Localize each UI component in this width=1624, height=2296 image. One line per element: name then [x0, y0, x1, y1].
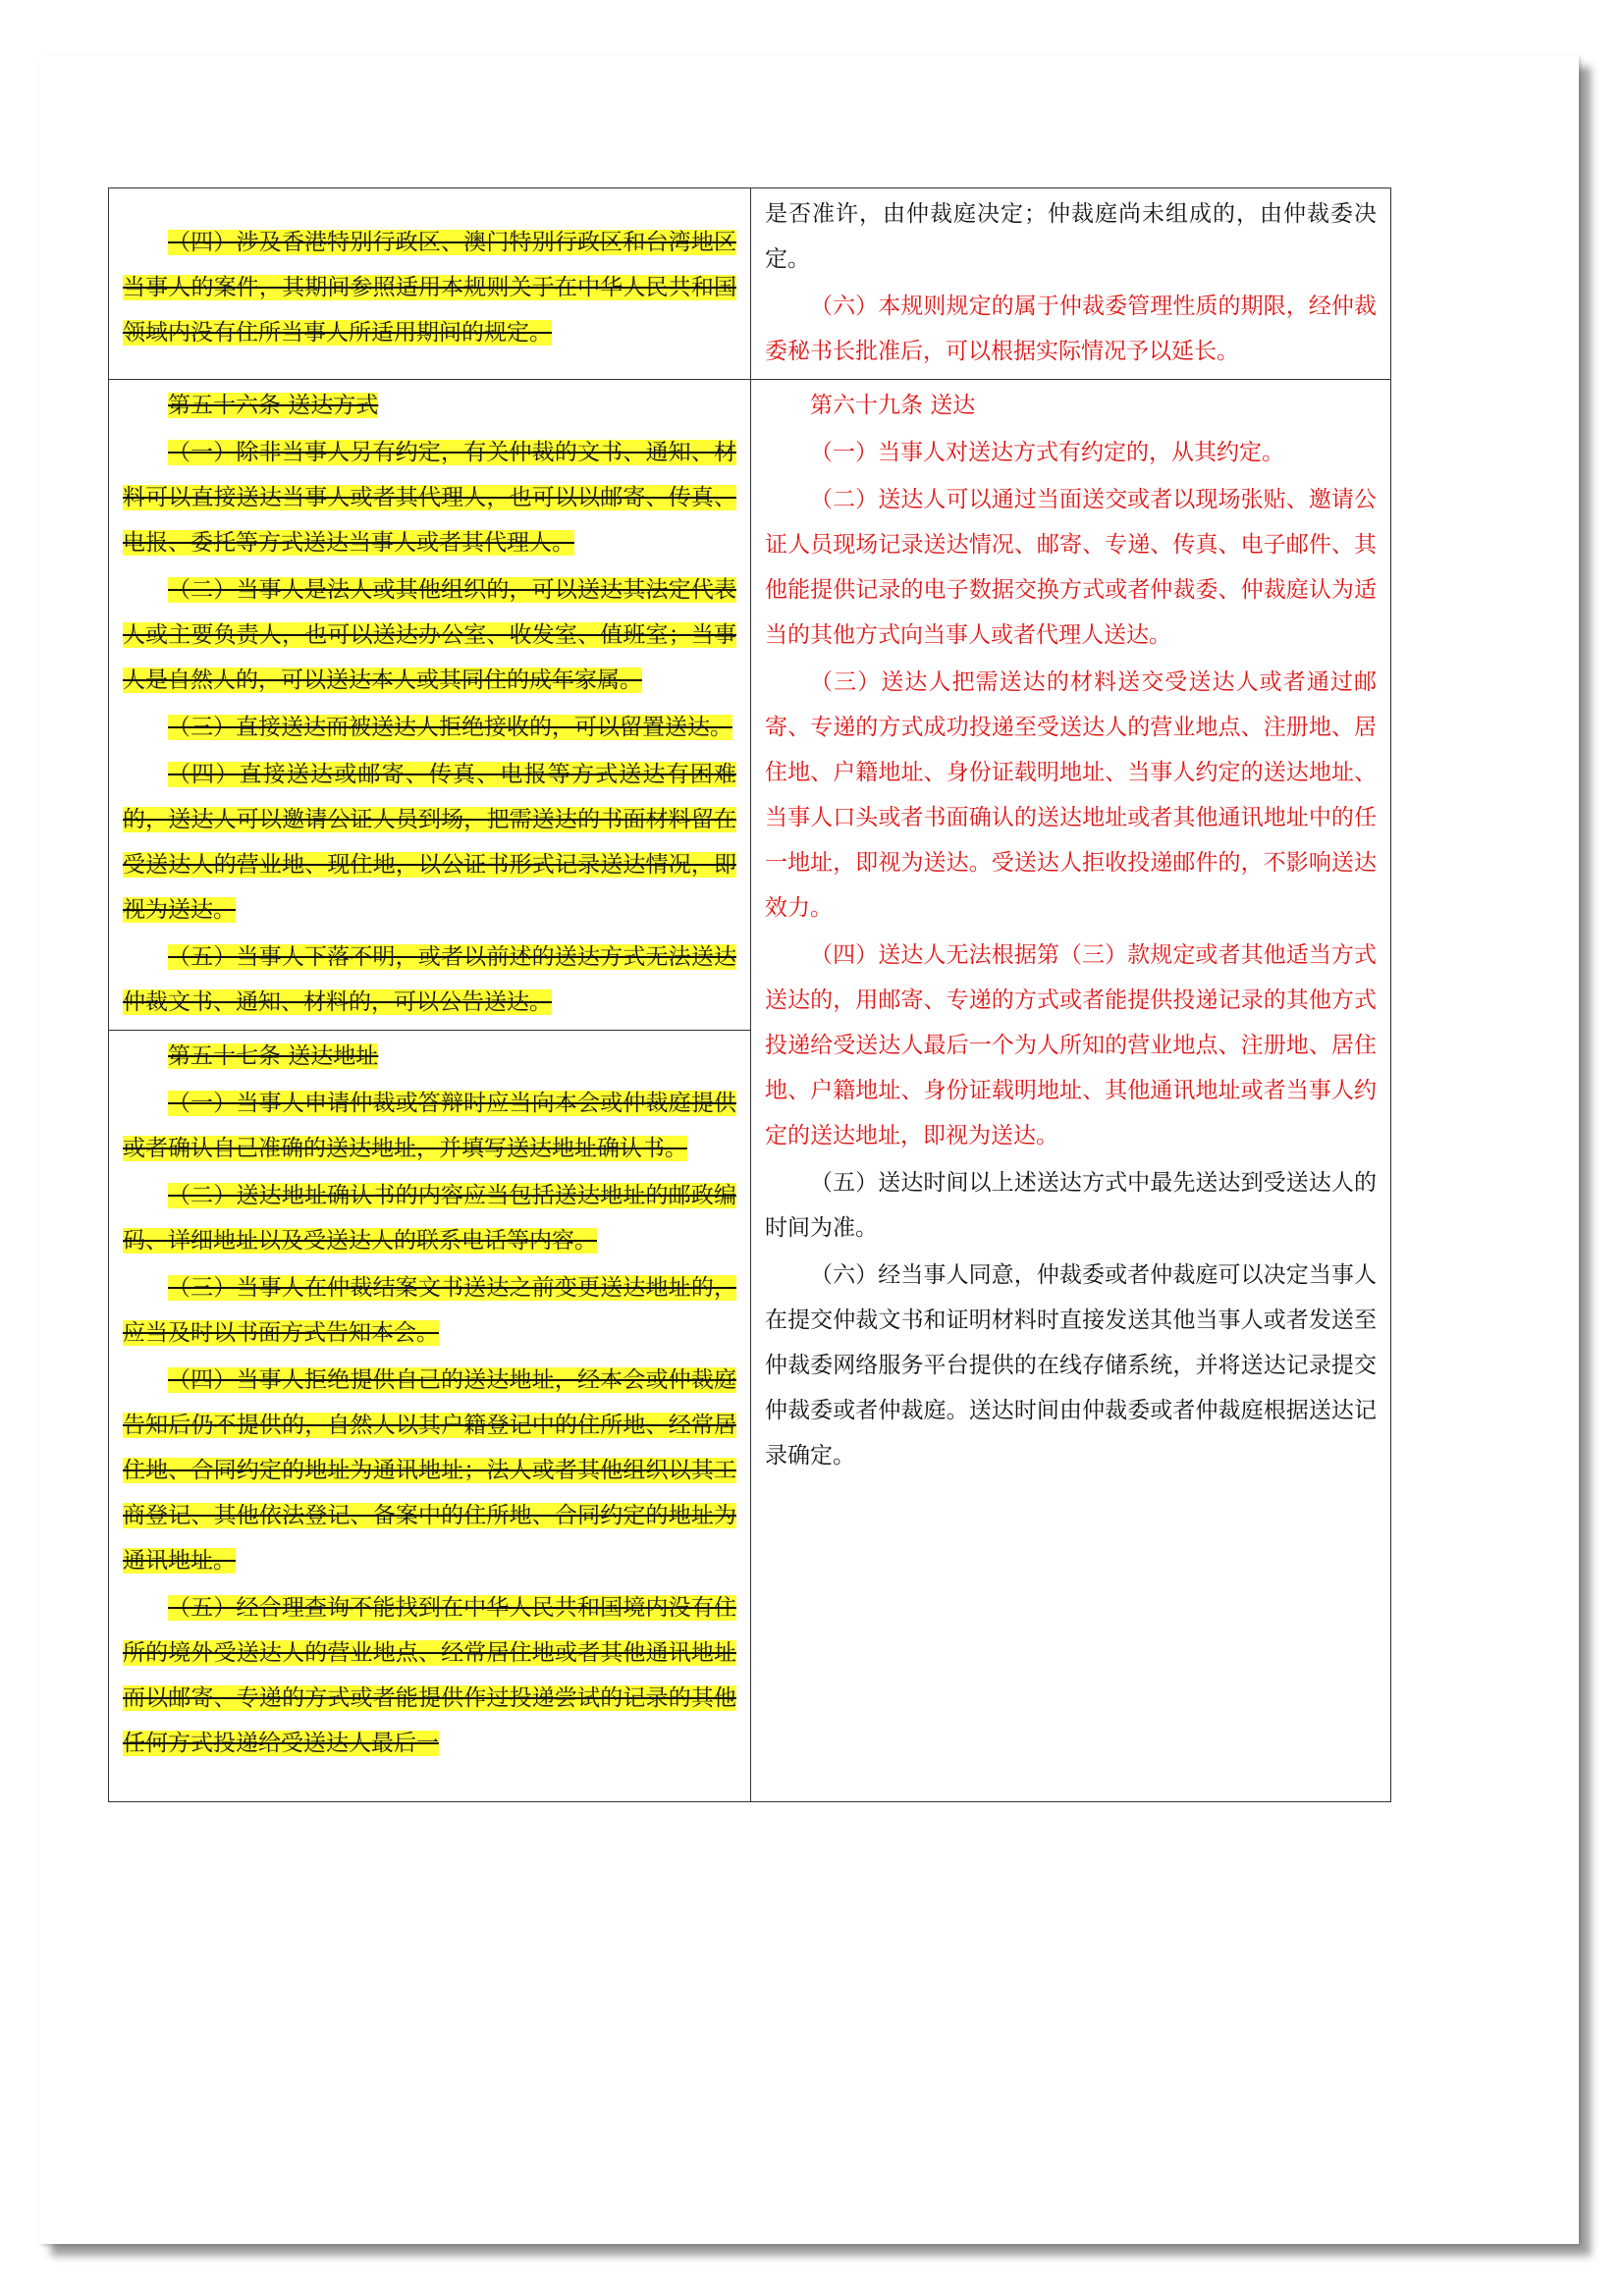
deleted-clause: （三）直接送达而被送达人拒绝接收的，可以留置送达。 [168, 715, 732, 740]
deleted-article-title: 第五十六条 送达方式 [168, 393, 379, 418]
deleted-clause: （四）涉及香港特别行政区、澳门特别行政区和台湾地区当事人的案件，其期间参照适用本规则关于在中华人民共和国领域内没有住所当事人所适用期间的规定。 [123, 230, 736, 346]
deleted-clause: （一）除非当事人另有约定，有关仲裁的文书、通知、材料可以直接送达当事人或者其代理人，也可以以邮寄、传真、电报、委托等方式送达当事人或者其代理人。 [123, 440, 736, 556]
clause: （五）送达时间以上述送达方式中最先送达到受送达人的时间为准。 [765, 1170, 1377, 1241]
clause: （六）经当事人同意，仲裁委或者仲裁庭可以决定当事人在提交仲裁文书和证明材料时直接发送其他当事人或者发送至仲裁委网络服务平台提供的在线存储系统，并将送达记录提交仲裁委或者仲裁庭。送达时间由仲裁委或者仲裁庭根据送达记录确定。 [765, 1262, 1377, 1468]
table-row [109, 188, 1391, 380]
table-row [109, 380, 1391, 1031]
new-clause: （四）送达人无法根据第（三）款规定或者其他适当方式送达的，用邮寄、专递的方式或者能提供投递记录的其他方式投递给受送达人最后一个为人所知的营业地点、注册地、居住地、户籍地址、身份证载明地址、其他通讯地址或者当事人约定的送达地址，即视为送达。 [765, 942, 1377, 1148]
new-rules-cell [751, 188, 1391, 380]
new-article-title: 第六十九条 送达 [810, 393, 976, 418]
deleted-clause: （三）当事人在仲裁结案文书送达之前变更送达地址的，应当及时以书面方式告知本会。 [123, 1275, 736, 1346]
new-clause: （六）本规则规定的属于仲裁委管理性质的期限，经仲裁委秘书长批准后，可以根据实际情况予以延长。 [765, 294, 1377, 364]
old-rules-cell [109, 188, 751, 380]
deleted-clause: （五）经合理查询不能找到在中华人民共和国境内没有住所的境外受送达人的营业地点、经常居住地或者其他通讯地址而以邮寄、专递的方式或者能提供作过投递尝试的记录的其他任何方式投递给受送达人最后一 [123, 1595, 736, 1756]
comparison-table [108, 187, 1391, 1802]
new-clause: （二）送达人可以通过当面送交或者以现场张贴、邀请公证人员现场记录送达情况、邮寄、专递、传真、电子邮件、其他能提供记录的电子数据交换方式或者仲裁委、仲裁庭认为适当的其他方式向当事人或者代理人送达。 [765, 487, 1377, 648]
continued-text: 是否准许，由仲裁庭决定；仲裁庭尚未组成的，由仲裁委决定。 [765, 201, 1377, 272]
deleted-clause: （四）当事人拒绝提供自己的送达地址，经本会或仲裁庭告知后仍不提供的，自然人以其户籍登记中的住所地、经常居住地、合同约定的地址为通讯地址；法人或者其他组织以其工商登记、其他依法登记、备案中的住所地、合同约定的地址为通讯地址。 [123, 1367, 736, 1574]
old-rules-cell [109, 380, 751, 1031]
deleted-article-title: 第五十七条 送达地址 [168, 1043, 379, 1069]
deleted-clause: （二）送达地址确认书的内容应当包括送达地址的邮政编码、详细地址以及受送达人的联系电话等内容。 [123, 1183, 736, 1254]
new-clause: （三）送达人把需送达的材料送交受送达人或者通过邮寄、专递的方式成功投递至受送达人的营业地点、注册地、居住地、户籍地址、身份证载明地址、当事人约定的送达地址、当事人口头或者书面确认的送达地址或者其他通讯地址中的任一地址，即视为送达。受送达人拒收投递邮件的，不影响送达效力。 [765, 669, 1377, 921]
deleted-clause: （四）直接送达或邮寄、传真、电报等方式送达有困难的，送达人可以邀请公证人员到场，把需送达的书面材料留在受送达人的营业地、现住地，以公证书形式记录送达情况，即视为送达。 [123, 762, 736, 923]
deleted-clause: （二）当事人是法人或其他组织的，可以送达其法定代表人或主要负责人，也可以送达办公室、收发室、值班室；当事人是自然人的，可以送达本人或其同住的成年家属。 [123, 577, 736, 693]
deleted-clause: （一）当事人申请仲裁或答辩时应当向本会或仲裁庭提供或者确认自己准确的送达地址，并填写送达地址确认书。 [123, 1091, 736, 1161]
old-rules-cell [109, 1031, 751, 1802]
deleted-clause: （五）当事人下落不明，或者以前述的送达方式无法送达仲裁文书、通知、材料的，可以公告送达。 [123, 944, 736, 1015]
new-clause: （一）当事人对送达方式有约定的，从其约定。 [810, 440, 1284, 465]
new-rules-cell [751, 380, 1391, 1802]
